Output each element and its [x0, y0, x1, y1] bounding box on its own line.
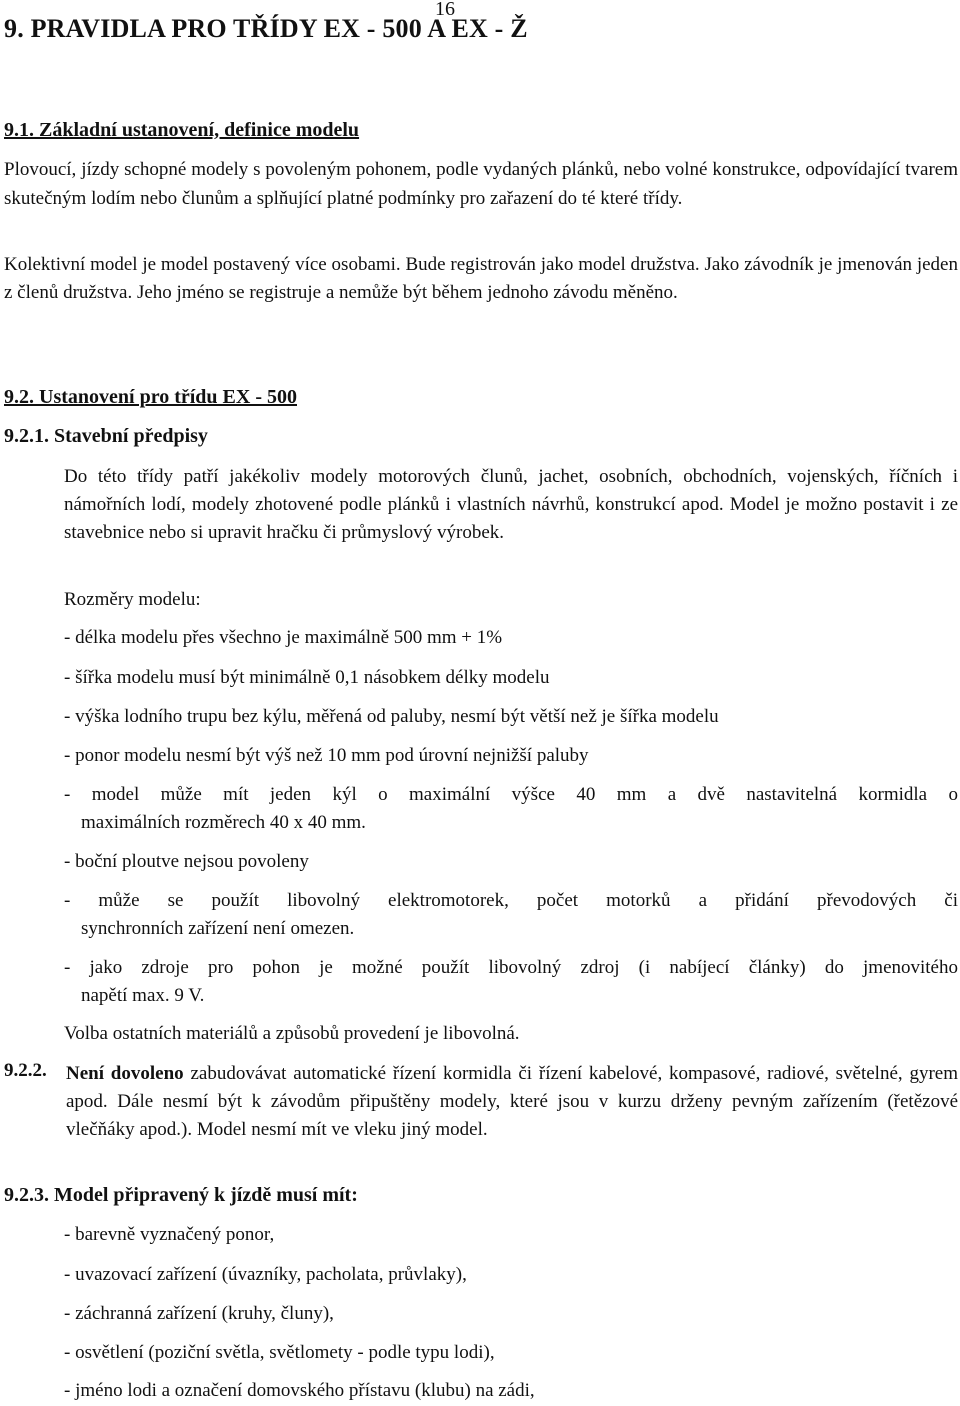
dimension-item: [64, 954, 958, 1010]
dimension-item: [64, 887, 958, 943]
dimension-item-text: - výška lodního trupu bez kýlu, měřená od paluby, nesmí být větší než je šířka modelu: [64, 706, 719, 727]
dimensions-label: Rozměry modelu:: [64, 589, 201, 610]
prohibited-paragraph: [66, 1060, 958, 1144]
requirement-item: - barevně vyznačený ponor,: [64, 1224, 275, 1245]
dimension-item: [64, 703, 958, 731]
dimension-item: [64, 848, 958, 876]
section-heading-9-1: 9.1. Základní ustanovení, definice modelu: [4, 119, 360, 141]
dimension-item-text: - šířka modelu musí být minimálně 0,1 násobkem délky modelu: [64, 667, 550, 688]
section-heading-9-2-1: 9.2.1. Stavební předpisy: [4, 425, 208, 447]
dimension-item-text: - může se použít libovolný elektromotorek, počet motorků a přidání převodových či: [64, 890, 958, 911]
dimension-item: [64, 781, 958, 837]
requirement-item: - osvětlení (poziční světla, světlomety - podle typu lodi),: [64, 1342, 495, 1363]
dimension-item: [64, 664, 958, 692]
materials-paragraph: Volba ostatních materiálů a způsobů provedení je libovolná.: [64, 1023, 520, 1044]
requirement-item: - jméno lodi a označení domovského přístavu (klubu) na zádi,: [64, 1380, 535, 1401]
dimension-item-continuation: maximálních rozměrech 40 x 40 mm.: [81, 812, 366, 833]
dimension-item-text: - jako zdroje pro pohon je možné použít libovolný zdroj (i nabíjecí články) do jmenovitého: [64, 957, 958, 978]
section-number-9-2-2: 9.2.2.: [4, 1060, 47, 1081]
dimension-item: [64, 624, 958, 652]
dimension-item-continuation: napětí max. 9 V.: [81, 985, 205, 1006]
collective-model-paragraph: Kolektivní model je model postavený více osobami. Bude registrován jako model družstva. Jako závodník je jmenován jeden z členů družstva. Jeho jméno se registruje a nemůže být během jednoho závodu měněno.: [4, 254, 958, 303]
dimension-item-text: - ponor modelu nesmí být výš než 10 mm pod úrovní nejnižší paluby: [64, 745, 589, 766]
dimension-item-text: - model může mít jeden kýl o maximální výšce 40 mm a dvě nastavitelná kormidla o: [64, 784, 958, 805]
prohibited-text: zabudovávat automatické řízení kormidla či řízení kabelové, kompasové, radiové, světelné, gyrem apod. Dále nesmí být k závodům připuštěny modely, které jsou v kurzu drženy pevným zařízením (řetězové vlečňáky apod.). Model nesmí mít ve vleku jiný model.: [66, 1063, 958, 1140]
section-heading-9-2: 9.2. Ustanovení pro třídu EX - 500: [4, 386, 297, 408]
definition-paragraph: Plovoucí, jízdy schopné modely s povoleným pohonem, podle vydaných plánků, nebo volné konstrukce, odpovídající tvarem skutečným lodím nebo člunům a splňující platné podmínky pro zařazení do té které třídy.: [4, 159, 958, 209]
prohibited-label: Není dovoleno: [66, 1063, 184, 1084]
chapter-title: 9. PRAVIDLA PRO TŘÍDY EX - 500 A EX - Ž: [4, 14, 528, 43]
dimension-item-continuation: synchronních zařízení není omezen.: [81, 918, 355, 939]
class-intro-paragraph: Do této třídy patří jakékoliv modely motorových člunů, jachet, osobních, obchodních, vojenských, říčních i námořních lodí, modely zhotovené podle plánků i vlastních návrhů, konstrukcí apod. Model je možno postavit i ze stavebnice nebo si upravit hračku či průmyslový výrobek.: [64, 466, 958, 543]
section-heading-9-2-3: 9.2.3. Model připravený k jízdě musí mít:: [4, 1184, 358, 1206]
requirement-item: - uvazovací zařízení (úvazníky, pacholata, průvlaky),: [64, 1264, 467, 1285]
dimension-item: [64, 742, 958, 770]
page-number: 16: [435, 0, 455, 20]
dimension-item-text: - délka modelu přes všechno je maximálně 500 mm + 1%: [64, 627, 503, 648]
dimension-item-text: - boční ploutve nejsou povoleny: [64, 851, 309, 872]
requirement-item: - záchranná zařízení (kruhy, čluny),: [64, 1303, 334, 1324]
